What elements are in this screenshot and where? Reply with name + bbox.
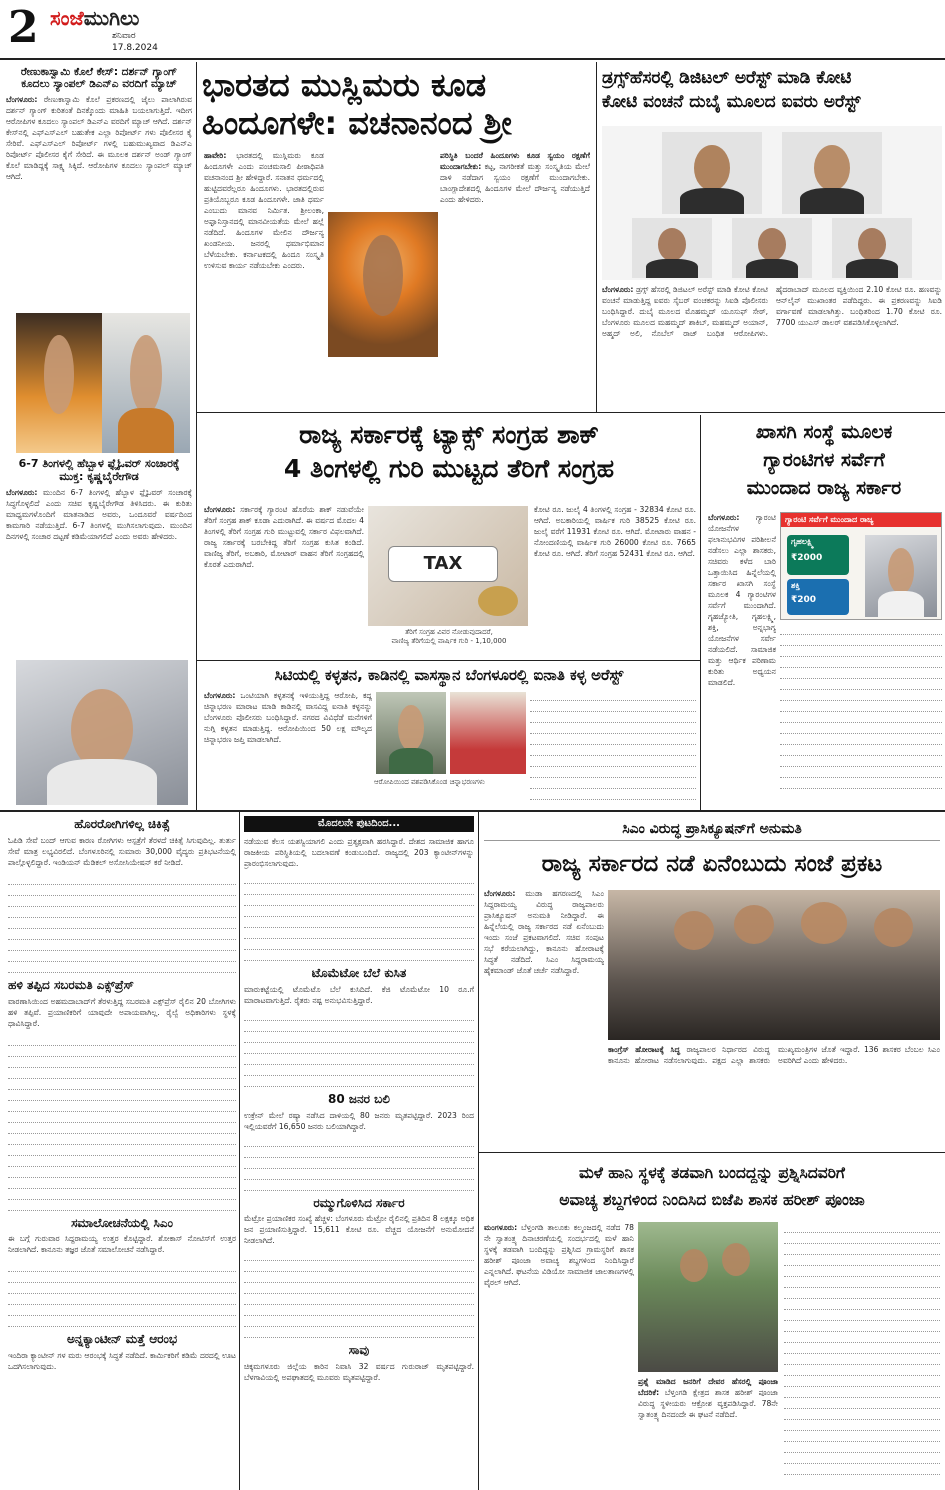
logo-part-2: ಮುಗಿಲು: [83, 6, 140, 30]
column-divider: [196, 62, 197, 810]
scheme-name-2: ಶಕ್ತಿ: [791, 581, 800, 590]
column-divider: [596, 62, 597, 412]
theft-photo-caption: ಆರೋಪಿಯಿಂದ ವಶಪಡಿಸಿಕೊಂಡ ಚಿನ್ನಾಭರಣಗಳು: [374, 778, 485, 786]
story-headline[interactable]: ರೇಣುಕಾಸ್ವಾಮಿ ಕೊಲೆ ಕೇಸ್: ದರ್ಶನ್ ಗ್ಯಾಂಗ್ ಕೂದಲು ಸ್ಯಾಂಪಲ್ ಡಿಎನ್‌ಎ ವರದಿಗೆ ಮ್ಯಾಚ್: [20, 66, 178, 91]
scheme-amount: ₹2000: [791, 553, 823, 563]
story-poonja-body-2: [638, 1376, 778, 1486]
story-tax-body-2: [534, 504, 696, 656]
text-continuation: [8, 1035, 236, 1211]
shakti-card: [787, 579, 849, 615]
gruhalakshmi-card: [787, 535, 849, 575]
text-continuation: [244, 1136, 474, 1191]
text-continuation: [244, 1010, 474, 1087]
dateline: ಮಂಗಳೂರು:: [484, 1223, 518, 1232]
section-body: ಚಿಕ್ಕಮಗಳೂರು ಜಿಲ್ಲೆಯ ಕಾರಿನ ನಿವಾಸಿ 32 ವರ್ಷದ ಗುರುರಾಜ್ ಮೃತಪಟ್ಟಿದ್ದಾರೆ. ಬೆಳಗಾವಿಯಲ್ಲಿ ಅಪಘಾತದಲ್ಲಿ ಮೂವರು ಮೃತಪಟ್ಟಿದ್ದಾರೆ.: [244, 1362, 474, 1383]
cm-press-meet-photo: [608, 890, 940, 1040]
story-headline-line-2[interactable]: ಅವಾಚ್ಯ ಶಬ್ದಗಳಿಂದ ನಿಂದಿಸಿದ ಬಿಜೆಪಿ ಶಾಸಕ ಹರೀಶ್ ಪೂಂಜಾ: [559, 1191, 865, 1209]
story-poonja-body: [484, 1222, 634, 1486]
graphic-banner: ಗ್ಯಾರಂಟಿ ಸರ್ವೆಗೆ ಮುಂದಾದ ರಾಜ್ಯ: [781, 513, 941, 527]
text-continuation: [8, 1261, 236, 1327]
vachananda-swamiji-photo: [328, 212, 438, 357]
story-body: ರೇಣುಕಾಸ್ವಾಮಿ ಕೊಲೆ ಪ್ರಕರಣದಲ್ಲಿ ಜೈಲು ಪಾಲಾಗಿರುವ ದರ್ಶನ್ ಗ್ಯಾಂಗ್ ಕುರಿತಂತೆ ದಿನಕ್ಕೊಂದು ಮಾಹಿತಿ ಬಯಲಾಗುತ್ತಿದೆ. ಇದೀಗ ಆರೋಪಿಗಳ ಕೂದಲು ಸ್ಯಾಂಪಲ್ ಡಿಎನ್‌ಎ ವರದಿಗೆ ಮ್ಯಾಚ್ ಆಗಿದೆ. ದರ್ಶನ್ ಕೇಸ್‌ನಲ್ಲಿ ಎಫ್‌ಎಸ್‌ಎಲ್ ಬಹುತೇಕ ಎಲ್ಲಾ ರಿಪೋರ್ಟ್ ಗಳು ಪೊಲೀಸರ ಕೈ ಸೇರಿವೆ. ಎಫ್‌ಎಸ್‌ಎಲ್ ರಿಪೋರ್ಟ್ ಗಳಲ್ಲಿ ಬಹುಮುಖ್ಯವಾದ ಡಿಎನ್‌ಎ ರಿಪೋರ್ಟ್ ಪೊಲೀಸರ ಕೈಗೆ ಸೇರಿದೆ. ಈ ಮೂಲಕ ದರ್ಶನ್ ಅಂಡ್ ಗ್ಯಾಂಗ್ ಕೊಲೆ ಮಾಡಿದ್ದಕ್ಕೆ ಸಾಕ್ಷ್ಯ ಸಿಕ್ಕಿದೆ. ಆರೋಪಿಗಳ ಕೂದಲು ಸ್ಯಾಂಪಲ್ ಮ್ಯಾಚ್ ಆಗಿದೆ.: [6, 95, 192, 182]
accused-photo: [782, 132, 882, 214]
story-body-2: ಕೋಟಿ ರೂ. ಜುಲೈ 4 ತಿಂಗಳಲ್ಲಿ ಸಂಗ್ರಹ - 32834 ಕೋಟಿ ರೂ. ಆಗಿದೆ. ಅಬಕಾರಿಯಲ್ಲಿ ವಾರ್ಷಿಕ ಗುರಿ 38525 ಕೋಟಿ ರೂ. ಜುಲೈ ವರೆಗೆ 11931 ಕೋಟಿ ರೂ. ಆಗಿದೆ. ಮೋಟಾರು ವಾಹನ - ನೋಂದಣಿಯಲ್ಲಿ ವಾರ್ಷಿಕ ಗುರಿ 26000 ಕೋಟಿ ರೂ. 7665 ಕೋಟಿ ರೂ. ಆಗಿದೆ. ತೆರಿಗೆ ಸಂಗ್ರಹ 52431 ಕೋಟಿ ರೂ. ಆಗಿದೆ.: [534, 505, 696, 558]
story-cm-body: [484, 888, 604, 1148]
accused-photo: [632, 218, 712, 278]
story-body-2: ರಾಜ್ಯಪಾಲರ ನಿರ್ಧಾರದ ವಿರುದ್ಧ ಕಾನೂನು ಹೋರಾಟ ನಡೆಸಲಾಗುವುದು. ಪಕ್ಷದ ಎಲ್ಲಾ ಶಾಸಕರು ಮುಖ್ಯಮಂತ್ರಿಗಳ ಜೊತೆ ಇದ್ದಾರೆ. 136 ಶಾಸಕರ ಬೆಂಬಲ ಸಿಎಂ ಅವರಿಗಿದೆ ಎಂದು ಹೇಳಿದರು.: [608, 1045, 940, 1065]
story-theft-body: [204, 690, 372, 806]
section-body: ಈ ಬಗ್ಗೆ ಗುರುವಾರ ಸಿದ್ದರಾಮಯ್ಯ ಉತ್ತರ ಕೊಟ್ಟಿದ್ದಾರೆ. ಶೋಕಾಸ್ ನೋಟಿಸ್‌ಗೆ ಉತ್ತರ ನೀಡಲಾಗಿದೆ. ಕಾನೂನು ತಜ್ಞರ ಜೊತೆ ಸಮಾಲೋಚನೆ ನಡೆಸಿದ್ದಾರೆ.: [8, 1234, 236, 1255]
story-headline-line-3[interactable]: ಮುಂದಾದ ರಾಜ್ಯ ಸರ್ಕಾರ: [746, 477, 902, 499]
story-guarantee-body-2: [780, 624, 942, 804]
story-headline-line-1[interactable]: ಭಾರತದ ಮುಸ್ಲಿಮರು ಕೂಡ: [202, 66, 487, 104]
story-vachananda-body-2: [440, 150, 590, 405]
column-divider: [478, 812, 479, 1490]
section-body: ಉಕ್ರೇನ್ ಮೇಲೆ ರಷ್ಯಾ ನಡೆಸಿದ ದಾಳಿಯಲ್ಲಿ 80 ಜನರು ಮೃತಪಟ್ಟಿದ್ದಾರೆ. 2023 ರಿಂದ ಇಲ್ಲಿಯವರೆಗೆ 16,650 ಜನರು ಬಲಿಯಾಗಿದ್ದಾರೆ.: [244, 1110, 474, 1131]
continuation-column-middle: [244, 836, 474, 1486]
story-theft-body-2: [530, 690, 696, 806]
dateline: ಬೆಂಗಳೂರು:: [602, 285, 634, 294]
text-continuation: [784, 1222, 940, 1475]
subhead: ಕಾಂಗ್ರೆಸ್ ಹೋರಾಟಕ್ಕೆ ಸಿದ್ಧ: [608, 1045, 681, 1054]
caption-line-1: ತೆರಿಗೆ ಸಂಗ್ರಹ ವಿವರ ನೋಡುವುದಾದರೆ,: [405, 628, 493, 636]
subhead: ಪರಿಸ್ಥಿತಿ ಬಂದರೆ ಹಿಂದೂಗಳು ಕೂಡ ಸ್ವಯಂ ರಕ್ಷಣೆಗೆ ಮುಂದಾಗಬೇಕು:: [440, 151, 590, 171]
section-body: ಮೆಟ್ರೋ ಪ್ರಯಾಣಿಕರ ಸಂಖ್ಯೆ ಹೆಚ್ಚಳ: ಬೆಂಗಳೂರು ಮೆಟ್ರೋ ರೈಲಿನಲ್ಲಿ ಪ್ರತಿದಿನ 8 ಲಕ್ಷಕ್ಕೂ ಅಧಿಕ ಜನ ಪ್ರಯಾಣಿಸುತ್ತಿದ್ದಾರೆ. 15,611 ಕೋಟಿ ರೂ. ವೆಚ್ಚದ ಯೋಜನೆಗೆ ಅನುಮೋದನೆ ನೀಡಲಾಗಿದೆ.: [244, 1214, 474, 1246]
story-headline-line-1[interactable]: ಖಾಸಗಿ ಸಂಸ್ಥೆ ಮೂಲಕ: [755, 421, 893, 443]
story-vachananda-headline: [202, 66, 592, 161]
section-headline[interactable]: ಹೊರರೋಗಿಗಳಿಲ್ಲ ಚಿಕಿತ್ಸೆ: [74, 818, 170, 831]
dateline: ಬೆಂಗಳೂರು:: [484, 889, 516, 898]
story-body: ಬೆಳ್ತಂಗಡಿ ತಾಲೂಕು ಕಲ್ಮಂಜದಲ್ಲಿ ನಡೆದ 78 ನೇ ಸ್ವಾತಂತ್ರ್ಯ ದಿನಾಚರಣೆಯಲ್ಲಿ ಸಂದರ್ಭದಲ್ಲಿ ಮಳೆ ಹಾನಿ ಸ್ಥಳಕ್ಕೆ ತಡವಾಗಿ ಬಂದಿದ್ದನ್ನು ಪ್ರಶ್ನಿಸಿದ ಗ್ರಾಮಸ್ಥರಿಗೆ ಶಾಸಕ ಹರೀಶ್ ಪೂಂಜಾ ಅವಾಚ್ಯ ಶಬ್ದಗಳಿಂದ ನಿಂದಿಸಿದ್ದಾರೆ ಎನ್ನಲಾಗಿದೆ. ಘಟನೆಯ ವಿಡಿಯೋ ಸಾಮಾಜಿಕ ಜಾಲತಾಣಗಳಲ್ಲಿ ವೈರಲ್ ಆಗಿದೆ.: [484, 1223, 634, 1287]
tax-dice: TAX: [388, 546, 498, 582]
story-headline[interactable]: ರಾಜ್ಯ ಸರ್ಕಾರದ ನಡೆ ಏನೆಂಬುದು ಸಂಜೆ ಪ್ರಕಟ: [541, 851, 883, 877]
section-headline[interactable]: ಸಮಾಲೋಚನೆಯಲ್ಲಿ ಸಿಎಂ: [71, 1215, 173, 1230]
section-body: ಓಪಿಡಿ ಸೇವೆ ಬಂದ್ ಆಗುವ ಕಾರಣ ರೋಗಿಗಳು ಆಸ್ಪತ್ರೆಗೆ ತೆರಳದೆ ಚಿಕಿತ್ಸೆ ಸಿಗುವುದಿಲ್ಲ. ತುರ್ತು ಸೇವೆ ಮಾತ್ರ ಲಭ್ಯವಿರಲಿದೆ. ಬೆಂಗಳೂರಿನಲ್ಲಿ ಸುಮಾರು 30,000 ವೈದ್ಯರು ಪ್ರತಿಭಟನೆಯಲ್ಲಿ ಪಾಲ್ಗೊಳ್ಳಲಿದ್ದಾರೆ. ಇಂಡಿಯನ್ ಮೆಡಿಕಲ್ ಅಸೋಸಿಯೇಷನ್ ಕರೆ ನೀಡಿದೆ.: [8, 835, 236, 867]
row-divider: [197, 660, 700, 661]
masthead: [0, 0, 945, 60]
issue-date-value: 17.8.2024: [112, 43, 158, 53]
story-poonja-body-3: [784, 1222, 940, 1486]
story-guarantee-headline: [706, 418, 942, 508]
tax-photo-caption: [366, 628, 532, 646]
story-theft-headline: [202, 665, 696, 687]
story-guarantee-body: [708, 512, 776, 802]
column-divider: [700, 415, 701, 810]
text-continuation: [780, 624, 942, 789]
story-tax-headline: [202, 418, 696, 498]
section-body: ಮಾರುಕಟ್ಟೆಯಲ್ಲಿ ಟೊಮೆಟೊ ಬೆಲೆ ಕುಸಿದಿದೆ. ಕೆಜಿ ಟೊಮೆಟೋ 10 ರೂ.ಗೆ ಮಾರಾಟವಾಗುತ್ತಿದೆ. ರೈತರು ನಷ್ಟ ಅನುಭವಿಸುತ್ತಿದ್ದಾರೆ.: [244, 984, 474, 1005]
krishna-byregowda-photo: [16, 660, 188, 805]
row-divider: [197, 412, 945, 413]
section-headline[interactable]: 80 ಜನರ ಬಲಿ: [328, 1091, 390, 1106]
accused-thief-photo: [376, 692, 446, 774]
accused-photos-grid: [602, 126, 942, 280]
text-continuation: [244, 873, 474, 961]
story-hebbal-flyover: [6, 458, 192, 648]
coin-stack-icon: [478, 586, 518, 616]
tax-illustration: [368, 506, 528, 626]
dateline: ಬೆಂಗಳೂರು:: [708, 513, 740, 522]
dateline: ಬೆಂಗಳೂರು:: [204, 505, 236, 514]
page-number: 2: [8, 2, 39, 53]
story-headline-line-1[interactable]: ಡ್ರಗ್ಸ್‌ಹೆಸರಲ್ಲಿ ಡಿಜಿಟಲ್ ಅರೆಸ್ಟ್ ಮಾಡಿ ಕೋಟಿ: [602, 68, 852, 88]
story-body: ಮುಡಾ ಹಗರಣದಲ್ಲಿ ಸಿಎಂ ಸಿದ್ದರಾಮಯ್ಯ ವಿರುದ್ಧ ರಾಜ್ಯಪಾಲರು ಪ್ರಾಸಿಕ್ಯೂಷನ್ ಅನುಮತಿ ನೀಡಿದ್ದಾರೆ. ಈ ಹಿನ್ನೆಲೆಯಲ್ಲಿ ರಾಜ್ಯ ಸರ್ಕಾರದ ನಡೆ ಏನೆಂಬುದು ಇಂದು ಸಂಜೆ ಪ್ರಕಟವಾಗಲಿದೆ. ಸಚಿವ ಸಂಪುಟ ಸಭೆ ಕರೆಯಲಾಗಿದ್ದು, ಕಾನೂನು ಹೋರಾಟಕ್ಕೆ ಸಿದ್ಧತೆ ನಡೆದಿದೆ. ಸಿಎಂ ಸಿದ್ದರಾಮಯ್ಯ ಹೈಕಮಾಂಡ್ ಜೊತೆ ಚರ್ಚೆ ನಡೆಸಿದ್ದಾರೆ.: [484, 889, 604, 975]
story-body-2: ಬೆಳ್ತಂಗಡಿ ಕ್ಷೇತ್ರದ ಶಾಸಕ ಹರೀಶ್ ಪೂಂಜಾ ವಿರುದ್ಧ ಸ್ಥಳೀಯರು ಆಕ್ರೋಶ ವ್ಯಕ್ತಪಡಿಸಿದ್ದಾರೆ. 78ನೇ ಸ್ವಾತಂತ್ರ್ಯ ದಿನದಂದೇ ಈ ಘಟನೆ ನಡೆದಿದೆ.: [638, 1388, 778, 1419]
story-headline-line-2[interactable]: 4 ತಿಂಗಳಲ್ಲಿ ಗುರಿ ಮುಟ್ಟದ ತೆರಿಗೆ ಸಂಗ್ರಹ: [283, 454, 615, 483]
story-headline-line-2[interactable]: ಕೋಟಿ ವಂಚನೆ ದುಬೈ ಮೂಲದ ಐವರು ಅರೆಸ್ಟ್: [602, 92, 861, 112]
section-body: ನಡೆಯುವ ಕೆಲಸ ಯಶಸ್ವಿಯಾಗಲಿ ಎಂದು ಪ್ರತ್ಯಕ್ಷವಾಗಿ ಹರಸಿದ್ದಾರೆ. ದೇಶದ ಸಾಮಾಜಿಕ ಹಾಗೂ ರಾಜಕೀಯ ಪರಿಸ್ಥಿತಿಯಲ್ಲಿ ಬದಲಾವಣೆ ಕಂಡುಬಂದಿದೆ. ರಾಜ್ಯದಲ್ಲಿ 203 ಕ್ಯಾಂಟೀನ್‌ಗಳನ್ನು ಪ್ರಾರಂಭಿಸಲಾಗುವುದು.: [244, 837, 474, 868]
story-body: ಮುಂದಿನ 6-7 ತಿಂಗಳಲ್ಲಿ ಹೆಬ್ಬಾಳ ಫ್ಲೈಓವರ್ ಸಂಚಾರಕ್ಕೆ ಸಿದ್ಧಗೊಳ್ಳಲಿದೆ ಎಂದು ಸಚಿವ ಕೃಷ್ಣಬೈರೇಗೌಡ ತಿಳಿಸಿದರು. ಈ ಕುರಿತು ಮಾಧ್ಯಮಗಳೊಂದಿಗೆ ಮಾತನಾಡಿದ ಅವರು, ಒಂದೂವರೆ ವರ್ಷದಿಂದ ಕಾಮಗಾರಿ ನಡೆಯುತ್ತಿದೆ. 6-7 ತಿಂಗಳಲ್ಲಿ ಮುಗಿಸಲಾಗುವುದು. ಮುಂದಿನ ದಿನಗಳಲ್ಲಿ ಸಂಚಾರ ದಟ್ಟಣೆ ಕಡಿಮೆಯಾಗಲಿದೆ ಎಂದು ಅವರು ಹೇಳಿದರು.: [6, 488, 192, 542]
dateline: ಹಾವೇರಿ:: [204, 151, 227, 160]
story-body: ಸರ್ಕಾರಕ್ಕೆ ಗ್ಯಾರಂಟಿ ಹೊರೆಯ ಶಾಕ್ ನಡುವೆಯೇ ತೆರಿಗೆ ಸಂಗ್ರಹ ಶಾಕ್ ಕೂಡಾ ಎದುರಾಗಿದೆ. ಈ ವರ್ಷದ ಮೊದಲ 4 ತಿಂಗಳಲ್ಲಿ ತೆರಿಗೆ ಸಂಗ್ರಹ ಗುರಿ ಮುಟ್ಟುವಲ್ಲಿ ಸರ್ಕಾರ ವಿಫಲವಾಗಿದೆ. ರಾಜ್ಯ ಸರ್ಕಾರಕ್ಕೆ ಬರಬೇಕಿದ್ದ ತೆರಿಗೆ ಸಂಗ್ರಹ ಕುಸಿತ ಕಂಡಿದೆ. ವಾಣಿಜ್ಯ ತೆರಿಗೆ, ಅಬಕಾರಿ, ಮೋಟಾರ್ ವಾಹನ ತೆರಿಗೆ ಸಂಗ್ರಹದಲ್ಲಿ ಕೊರತೆ ಎದುರಾಗಿದೆ.: [204, 505, 364, 569]
accused-photo: [832, 218, 912, 278]
accused-photo: [732, 218, 812, 278]
caption-line-2: ವಾಣಿಜ್ಯ ತೆರಿಗೆಯಲ್ಲಿ ವಾರ್ಷಿಕ ಗುರಿ - 1,10,000: [391, 637, 507, 645]
story-digital-arrest-body: [602, 284, 942, 408]
story-body: ಒಂಟಿಯಾಗಿ ಕಳ್ಳತನಕ್ಕೆ ಇಳಿಯುತ್ತಿದ್ದ ಆರೋಪಿ, ಕದ್ದ ಚಿನ್ನಾಭರಣ ಮಾರಾಟ ಮಾಡಿ ಕಾಡಿನಲ್ಲಿ ವಾಸವಿದ್ದ ಐನಾತಿ ಕಳ್ಳನನ್ನು ಬೆಂಗಳೂರು ಪೊಲೀಸರು ಬಂಧಿಸಿದ್ದಾರೆ. ನಗರದ ವಿವಿಧೆಡೆ ಮನೆಗಳಿಗೆ ನುಗ್ಗಿ ಕಳ್ಳತನ ಮಾಡುತ್ತಿದ್ದ. ಆರೋಪಿಯಿಂದ 50 ಲಕ್ಷ ಮೌಲ್ಯದ ಚಿನ್ನಾಭರಣ ಜಪ್ತಿ ಮಾಡಲಾಗಿದೆ.: [204, 691, 372, 744]
text-continuation: [244, 1250, 474, 1338]
story-tax-body: [204, 504, 364, 656]
story-body: ಭಾರತದಲ್ಲಿ ಮುಸ್ಲಿಮರು ಕೂಡ ಹಿಂದೂಗಳೇ ಎಂದು ಪಂಚಮಸಾಲಿ ಪೀಠಾಧಿಪತಿ ವಚನಾನಂದ ಶ್ರೀ ಹೇಳಿದ್ದಾರೆ. ಸನಾತನ ಧರ್ಮದಲ್ಲಿ ಹುಟ್ಟಿದವರೆಲ್ಲರೂ ಹಿಂದೂಗಳು. ಭಾರತದಲ್ಲಿರುವ ಪ್ರತಿಯೊಬ್ಬರೂ ಕೂಡ ಹಿಂದೂಗಳೇ. ಜಾತಿ ಧರ್ಮ ಎಂಬುದು ಮಾನವ ನಿರ್ಮಿತ. ಶ್ರೀಲಂಕಾ, ಅಫ್ಘಾನಿಸ್ತಾನದಲ್ಲಿ ಮಾನವೀಯತೆಯ ಮೇಲೆ ಹಲ್ಲೆ ನಡೆದಿದೆ. ಹಿಂದೂಗಳ ಮೇಲಿನ ದೌರ್ಜನ್ಯ ಖಂಡನೀಯ. ಜನರಲ್ಲಿ ಧರ್ಮಾಭಿಮಾನ ಬೆಳೆಯಬೇಕು. ಕರ್ನಾಟಕದಲ್ಲಿ ಹಿಂದೂ ಸಂಸ್ಕೃತಿ ಉಳಿಸುವ ಕಾರ್ಯ ನಡೆಯಬೇಕು ಎಂದರು.: [204, 151, 324, 270]
story-body: ಗ್ಯಾರಂಟಿ ಯೋಜನೆಗಳ ಫಲಾನುಭವಿಗಳ ಪರಿಶೀಲನೆ ನಡೆಸಲು ಎಲ್ಲಾ ಶಾಸಕರು, ಸಚಿವರು ಕಳೆದ ಬಾರಿ ಒತ್ತಾಯಿಸಿದ ಹಿನ್ನೆಲೆಯಲ್ಲಿ ಸರ್ಕಾರ ಖಾಸಗಿ ಸಂಸ್ಥೆ ಮೂಲಕ 4 ಗ್ಯಾರಂಟಿಗಳ ಸರ್ವೆಗೆ ಮುಂದಾಗಿದೆ. ಗೃಹಜ್ಯೋತಿ, ಗೃಹಲಕ್ಷ್ಮಿ, ಶಕ್ತಿ, ಅನ್ನಭಾಗ್ಯ ಯೋಜನೆಗಳ ಸರ್ವೇ ನಡೆಯಲಿದೆ. ಸಾಮಾಜಿಕ ಮತ್ತು ಆರ್ಥಿಕ ಪರಿಣಾಮ ಕುರಿತು ಅಧ್ಯಯನ ಮಾಡಲಿದೆ.: [708, 513, 776, 687]
row-divider: [479, 1152, 945, 1153]
story-headline[interactable]: ಸಿಟಿಯಲ್ಲಿ ಕಳ್ಳತನ, ಕಾಡಿನಲ್ಲಿ ವಾಸಸ್ಥಾನ ಬೆಂಗಳೂರಲ್ಲಿ ಐನಾತಿ ಕಳ್ಳ ಅರೆಸ್ಟ್: [274, 666, 624, 684]
story-headline-line-2[interactable]: ಗ್ಯಾರಂಟಿಗಳ ಸರ್ವೆಗೆ: [763, 449, 885, 471]
darshan-photo-1: [16, 313, 102, 453]
dateline: ಬೆಂಗಳೂರು:: [6, 488, 38, 498]
section-body: ವಾರಣಾಸಿಯಿಂದ ಅಹಮದಾಬಾದ್‌ಗೆ ತೆರಳುತ್ತಿದ್ದ ಸಬರಮತಿ ಎಕ್ಸ್‌ಪ್ರೆಸ್ ರೈಲಿನ 20 ಬೋಗಿಗಳು ಹಳಿ ತಪ್ಪಿವೆ. ಪ್ರಯಾಣಿಕರಿಗೆ ಯಾವುದೇ ಅಪಾಯವಾಗಿಲ್ಲ. ರೈಲ್ವೆ ಅಧಿಕಾರಿಗಳು ಸ್ಥಳಕ್ಕೆ ಧಾವಿಸಿದ್ದಾರೆ.: [8, 996, 236, 1028]
story-body-2: ಕಟ್ಟ, ನಾಗರೀಕತೆ ಮತ್ತು ಸಂಸ್ಕೃತಿಯ ಮೇಲೆ ದಾಳಿ ನಡೆದಾಗ ಸ್ವಯಂ ರಕ್ಷಣೆಗೆ ಮುಂದಾಗಬೇಕು. ಬಾಂಗ್ಲಾದೇಶದಲ್ಲಿ ಹಿಂದೂಗಳ ಮೇಲೆ ದೌರ್ಜನ್ಯ ನಡೆಯುತ್ತಿದೆ ಎಂದು ಹೇಳಿದರು.: [440, 162, 590, 204]
scheme-amount-2: ₹200: [791, 595, 817, 605]
section-headline[interactable]: ರಮ್ಮುಗೊಳಿಸಿದ ಸರ್ಕಾರ: [313, 1195, 405, 1210]
logo-part-1: ಸಂಜೆ: [50, 6, 84, 30]
cm-photo: [865, 535, 937, 617]
accused-photo: [662, 132, 762, 214]
dateline: ಬೆಂಗಳೂರು:: [6, 95, 38, 105]
issue-date: [112, 30, 158, 54]
story-digital-arrest-headline: [602, 66, 942, 126]
section-headline[interactable]: ಸಾವು: [348, 1343, 370, 1358]
story-cm-body-2: [608, 1044, 940, 1148]
dateline: ಬೆಂಗಳೂರು:: [204, 691, 236, 700]
continuation-column-left: [8, 818, 236, 1486]
story-headline-line-1[interactable]: ರಾಜ್ಯ ಸರ್ಕಾರಕ್ಕೆ ಟ್ಯಾಕ್ಸ್ ಸಂಗ್ರಹ ಶಾಕ್: [299, 420, 599, 449]
section-headline[interactable]: ಟೊಮೆಟೋ ಬೆಲೆ ಕುಸಿತ: [311, 966, 407, 980]
poonja-incident-photo: [638, 1222, 778, 1372]
story-body: ಡ್ರಗ್ಸ್ ಹೆಸರಲ್ಲಿ ಡಿಜಿಟಲ್ ಅರೆಸ್ಟ್ ಮಾಡಿ ಕೋಟಿ ಕೋಟಿ ವಂಚನೆ ಮಾಡುತ್ತಿದ್ದ ಐವರು ಸೈಬರ್ ವಂಚಕರನ್ನು ಸಿಐಡಿ ಪೊಲೀಸರು ಬಂಧಿಸಿದ್ದಾರೆ. ದುಬೈ ಮೂಲದ ಮೊಹಮ್ಮದ್ ಯೂಸುಫ್ ಸೇಠ್, ಬೆಂಗಳೂರು ಮೂಲದ ಮಹಮ್ಮದ್ ಶಾಕಿಬ್, ಮಹಮ್ಮದ್ ಅಯಾನ್, ಅಹ್ಮದ್ ಅಲಿ, ನೊಬೆಲ್ ರಾಜ್ ಬಂಧಿತ ಆರೋಪಿಗಳು. ಹೈದರಾಬಾದ್ ಮೂಲದ ವ್ಯಕ್ತಿಯಿಂದ 2.10 ಕೋಟಿ ರೂ. ಹಣವನ್ನು ಆನ್‌ಲೈನ್ ಮುಖಾಂತರ ಪಡೆದಿದ್ದರು. ಈ ಪ್ರಕರಣವನ್ನು ಸಿಐಡಿ ವರ್ಗಾವಣೆ ಮಾಡಲಾಗಿತ್ತು. ಬಂಧಿತರಿಂದ 1.70 ಕೋಟಿ ರೂ. 7700 ಯುಎಸ್ ಡಾಲರ್ ವಶಪಡಿಸಿಕೊಳ್ಳಲಾಗಿದೆ.: [602, 285, 942, 338]
newspaper-logo[interactable]: [50, 6, 139, 30]
row-divider: [0, 810, 945, 812]
section-headline[interactable]: ಅನ್ನಕ್ಯಾಂಟೀನ್ ಮತ್ತೆ ಆರಂಭ: [66, 1332, 178, 1347]
story-vachananda-body: [204, 150, 324, 405]
story-darshan-case: [6, 66, 192, 311]
story-poonja-headline: [484, 1160, 940, 1216]
text-continuation: [530, 690, 696, 800]
seized-jewellery-photo: [450, 692, 526, 774]
story-cm-headline: [484, 846, 940, 886]
section-body: ಇಂದಿರಾ ಕ್ಯಾಂಟೀನ್ ಗಳ ಮರು ಆರಂಭಕ್ಕೆ ಸಿದ್ಧತೆ ನಡೆದಿದೆ. ಕಾರ್ಮಿಕರಿಗೆ ಕಡಿಮೆ ದರದಲ್ಲಿ ಊಟ ಒದಗಿಸಲಾಗುವುದು.: [8, 1351, 236, 1372]
column-divider: [239, 812, 240, 1490]
text-continuation: [8, 874, 236, 973]
darshan-photo-2: [102, 313, 190, 453]
issue-day: ಶನಿವಾರ: [112, 31, 136, 41]
story-kicker-banner: ಸಿಎಂ ವಿರುದ್ಧ ಪ್ರಾಸಿಕ್ಯೂಷನ್‌ಗೆ ಅನುಮತಿ: [484, 818, 940, 841]
guarantee-survey-graphic: [780, 512, 942, 620]
subhead: ಪ್ರಶ್ನೆ ಮಾಡಿದ ಜನರಿಗೆ ದೇವರ ಹೆಸರಲ್ಲಿ ಪೂಂಜಾ ಬೆದರಿಕೆ:: [638, 1377, 778, 1397]
section-headline[interactable]: ಹಳಿ ತಪ್ಪಿದ ಸಬರಮತಿ ಎಕ್ಸ್‌ಪ್ರೆಸ್: [8, 977, 134, 992]
story-headline[interactable]: 6-7 ತಿಂಗಳಲ್ಲಿ ಹೆಬ್ಬಾಳ ಫ್ಲೈಓವರ್ ಸಂಚಾರಕ್ಕೆ ಮುಕ್ತ: ಕೃಷ್ಣಬೈರೇಗೌಡ: [18, 458, 180, 483]
continued-from-front-page-banner: ಮೊದಲನೇ ಪುಟದಿಂದ...: [244, 816, 474, 832]
scheme-name: ಗೃಹಲಕ್ಷ್ಮಿ: [791, 537, 814, 546]
story-headline-line-2[interactable]: ಹಿಂದೂಗಳೇ: ವಚನಾನಂದ ಶ್ರೀ: [202, 104, 512, 142]
story-headline-line-1[interactable]: ಮಳೆ ಹಾನಿ ಸ್ಥಳಕ್ಕೆ ತಡವಾಗಿ ಬಂದದ್ದನ್ನು ಪ್ರಶ್ನಿಸಿದವರಿಗೆ: [579, 1164, 845, 1182]
